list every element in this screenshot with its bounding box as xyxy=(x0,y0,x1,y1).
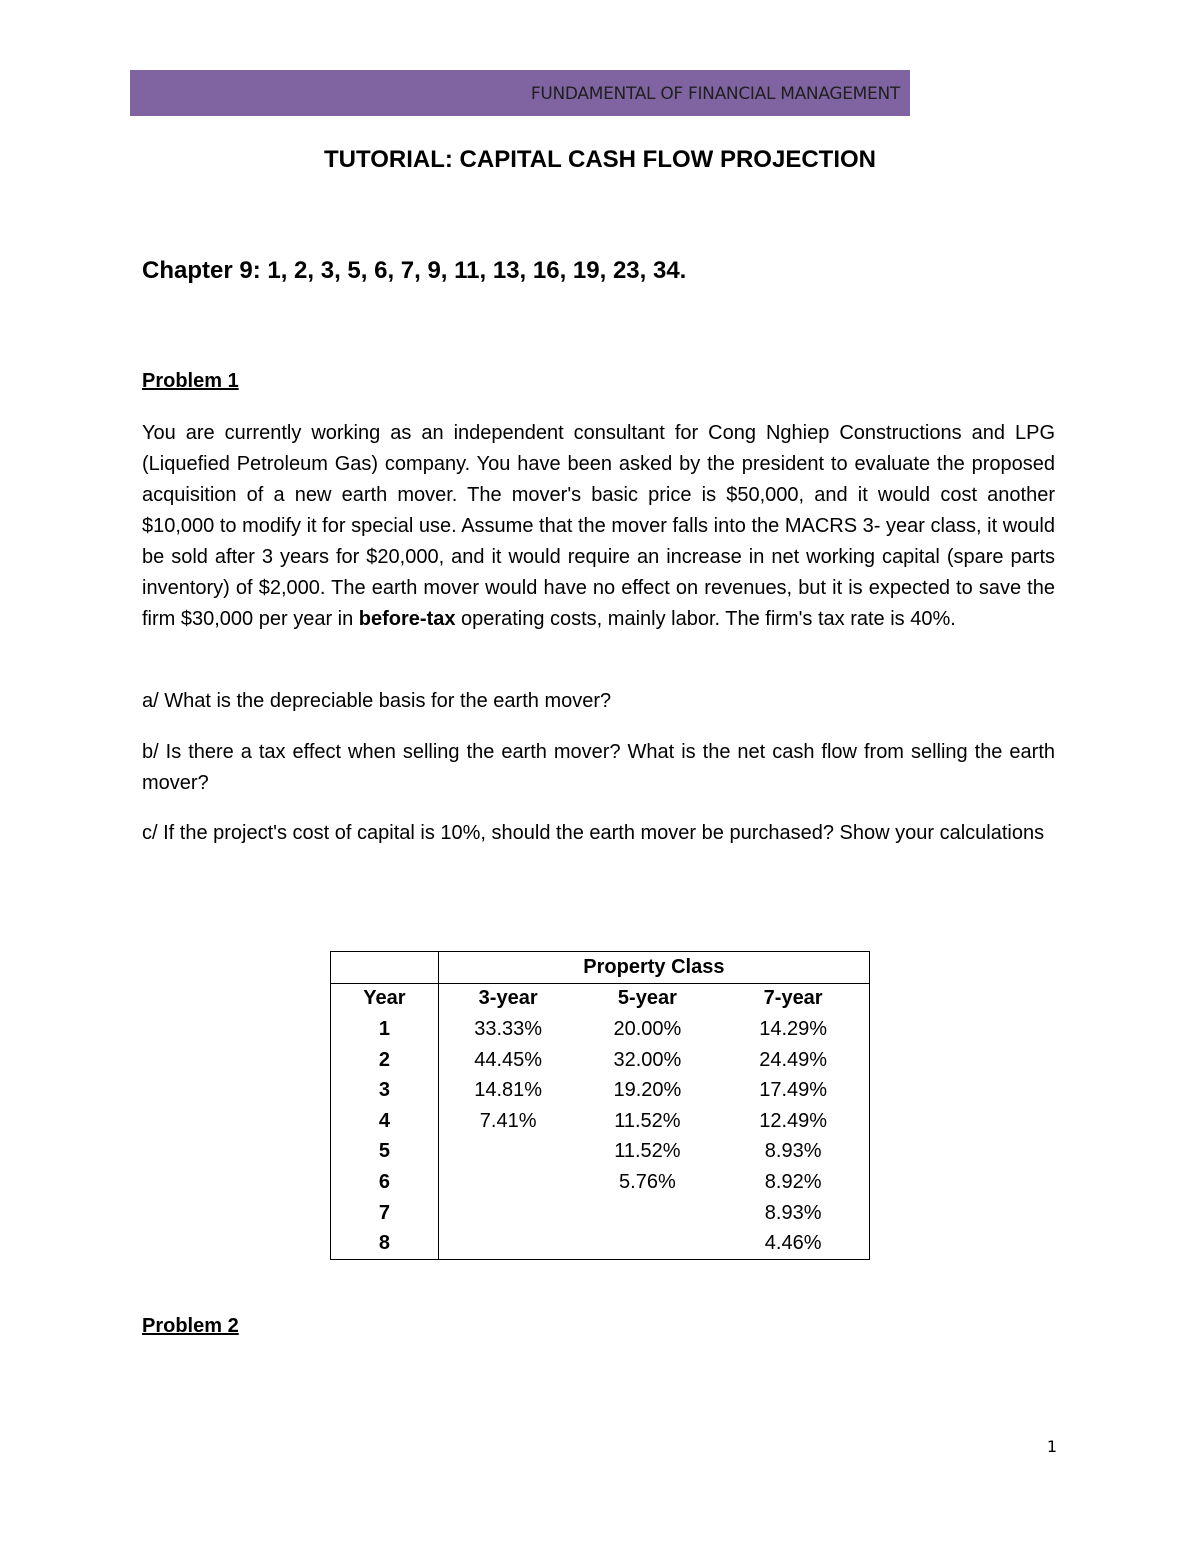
rate-5-year-cell xyxy=(578,1228,718,1259)
rate-3-year-cell xyxy=(438,1228,577,1259)
column-header-7-year: 7-year xyxy=(717,983,869,1014)
table-row xyxy=(331,1075,870,1106)
rate-7-year-cell: 8.93% xyxy=(717,1137,869,1168)
year-cell: 1 xyxy=(331,1014,439,1045)
rate-3-year-cell: 14.81% xyxy=(474,1079,543,1102)
rate-7-year-cell: 12.49% xyxy=(717,1106,869,1137)
rate-3-year-cell xyxy=(438,1167,577,1198)
rate-3-year-cell xyxy=(438,1137,577,1168)
problem-1-body-bold: before-tax xyxy=(358,608,456,630)
table-group-header-row xyxy=(331,952,870,984)
page-number: 1 xyxy=(1046,1437,1057,1456)
year-cell: 5 xyxy=(331,1137,439,1168)
year-cell: 3 xyxy=(331,1075,439,1106)
rate-7-year-cell: 4.46% xyxy=(717,1228,869,1259)
document-title: TUTORIAL: CAPITAL CASH FLOW PROJECTION xyxy=(324,146,876,173)
table-corner-cell xyxy=(331,952,439,984)
problem-1-body xyxy=(142,418,1055,635)
header-band-text: FUNDAMENTAL OF FINANCIAL MANAGEMENT xyxy=(530,84,900,104)
rate-5-year-cell: 32.00% xyxy=(613,1048,682,1071)
rate-3-year-cell xyxy=(438,1198,577,1229)
rate-7-year-cell: 8.92% xyxy=(717,1167,869,1198)
table-row xyxy=(331,1045,870,1076)
problem-1-body-part-2: operating costs, mainly labor. The firm's tax rate is 40%. xyxy=(455,608,956,630)
rate-5-year-cell: 5.76% xyxy=(619,1170,676,1193)
table-row xyxy=(331,1137,870,1168)
year-cell: 4 xyxy=(331,1106,439,1137)
rate-7-year-cell: 14.29% xyxy=(717,1014,869,1045)
chapter-exercise-list: Chapter 9: 1, 2, 3, 5, 6, 7, 9, 11, 13, 16, 19, 23, 34. xyxy=(142,257,687,284)
rate-5-year-cell: 19.20% xyxy=(613,1079,682,1102)
table-row xyxy=(331,1198,870,1229)
year-cell: 6 xyxy=(331,1167,439,1198)
rate-7-year-cell: 17.49% xyxy=(717,1075,869,1106)
question-b: b/ Is there a tax effect when selling the earth mover? What is the net cash flow from selling the earth mover? xyxy=(142,741,1055,794)
year-cell: 2 xyxy=(331,1045,439,1076)
table-row xyxy=(331,1167,870,1198)
rate-7-year-cell: 8.93% xyxy=(717,1198,869,1229)
problem-1-body-part-1: You are currently working as an independent consultant for Cong Nghiep Constructions and LPG (Liquefied Petroleum Gas) company. You have been asked by the president to evaluate the proposed acquisition of a new earth mover. The mover's basic price is $50,000, and it would cost another $10,000 to modify it for special use. Assume that the mover falls into the MACRS 3- year class, it would be sold after 3 years for $20,000, and it would require an increase in net working capital (spare parts inventory) of $2,000. The earth mover would have no effect on revenues, but it is expected to save the firm $30,000 per year in xyxy=(142,422,1055,630)
year-cell: 8 xyxy=(331,1228,439,1259)
rate-5-year-cell: 20.00% xyxy=(613,1017,682,1040)
rate-3-year-cell: 33.33% xyxy=(474,1017,543,1040)
property-class-header: Property Class xyxy=(438,952,869,984)
problem-2-heading: Problem 2 xyxy=(142,1315,239,1337)
rate-5-year-cell xyxy=(578,1198,718,1229)
rate-3-year-cell: 44.45% xyxy=(474,1048,543,1071)
macrs-depreciation-table xyxy=(330,951,870,1260)
table-row xyxy=(331,1228,870,1259)
column-header-3-year: 3-year xyxy=(438,983,577,1014)
rate-7-year-cell: 24.49% xyxy=(717,1045,869,1076)
rate-5-year-cell: 11.52% xyxy=(614,1109,681,1132)
table-row xyxy=(331,1106,870,1137)
question-a: a/ What is the depreciable basis for the earth mover? xyxy=(142,690,612,712)
problem-1-heading: Problem 1 xyxy=(142,370,239,392)
column-header-year: Year xyxy=(331,983,439,1014)
table-row xyxy=(331,1014,870,1045)
rate-3-year-cell: 7.41% xyxy=(479,1109,537,1132)
rate-5-year-cell: 11.52% xyxy=(614,1140,681,1163)
year-cell: 7 xyxy=(331,1198,439,1229)
question-c: c/ If the project's cost of capital is 10%, should the earth mover be purchased? Show your calculations xyxy=(142,822,1045,844)
column-header-5-year: 5-year xyxy=(578,983,718,1014)
table-column-header-row xyxy=(331,983,870,1014)
header-band xyxy=(130,70,910,116)
